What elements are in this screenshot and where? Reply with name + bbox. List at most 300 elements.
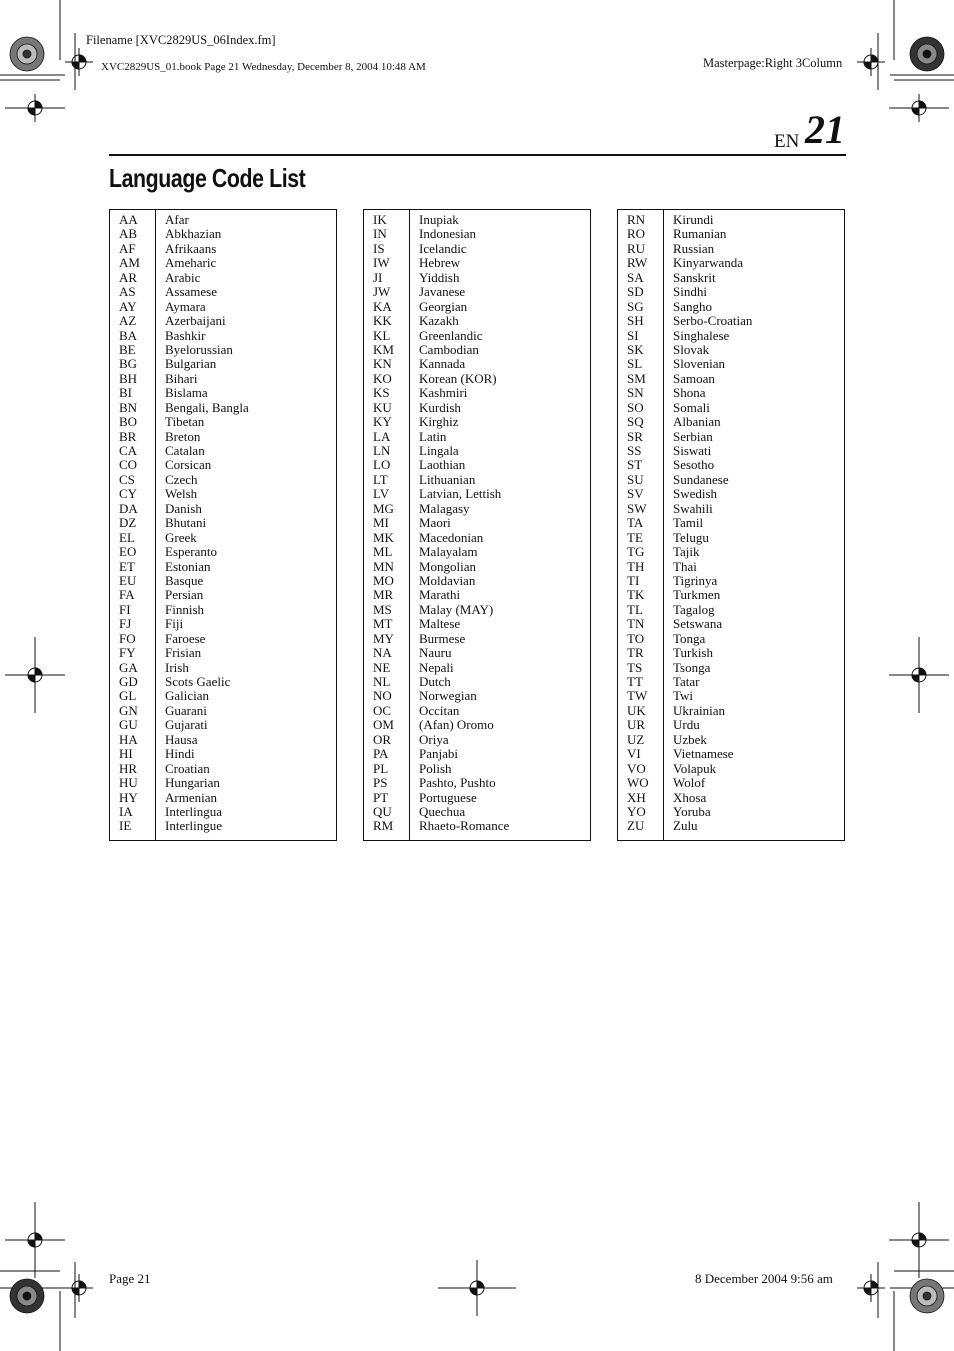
language-name: Georgian <box>419 298 468 314</box>
language-row <box>364 458 590 472</box>
language-code: KY <box>373 414 392 430</box>
language-row <box>364 545 590 559</box>
language-name: Rumanian <box>673 226 727 242</box>
language-name: Nepali <box>419 659 454 675</box>
language-name: Tsonga <box>673 659 711 675</box>
language-code: LA <box>373 428 391 444</box>
language-row <box>364 588 590 602</box>
language-code: RN <box>627 212 646 227</box>
language-row <box>364 646 590 660</box>
language-name: Siswati <box>673 443 712 458</box>
language-row <box>364 531 590 545</box>
language-name: Estonian <box>165 558 211 574</box>
language-code: SH <box>627 313 644 329</box>
language-code: DZ <box>119 515 137 531</box>
language-name: Persian <box>165 587 204 603</box>
language-row <box>618 487 844 501</box>
language-name: Galician <box>165 688 210 704</box>
language-code: SA <box>627 269 644 285</box>
language-name: Interlingua <box>165 803 223 819</box>
language-name: Inupiak <box>419 212 459 227</box>
language-row <box>618 271 844 285</box>
language-row <box>618 227 844 241</box>
language-row <box>618 689 844 703</box>
language-code: SD <box>627 284 644 300</box>
language-name: Greenlandic <box>419 327 483 343</box>
language-row <box>364 805 590 819</box>
language-row <box>110 646 336 660</box>
language-name: Croatian <box>165 760 210 776</box>
language-row <box>618 329 844 343</box>
header-bookline: XVC2829US_01.book Page 21 Wednesday, December 8, 2004 10:48 AM <box>101 61 426 73</box>
language-name: Burmese <box>419 630 466 646</box>
language-name: Catalan <box>165 443 205 458</box>
language-code: OC <box>373 702 392 718</box>
header-rule <box>109 154 846 156</box>
language-row <box>618 603 844 617</box>
language-code: SU <box>627 471 644 487</box>
language-name: Sangho <box>673 298 712 314</box>
language-name: Rhaeto-Romance <box>419 818 510 834</box>
language-code: MN <box>373 558 394 574</box>
language-code: WO <box>627 775 649 791</box>
language-name: Kashmiri <box>419 385 468 401</box>
language-row <box>618 386 844 400</box>
language-row <box>364 329 590 343</box>
language-row <box>364 704 590 718</box>
language-code: HU <box>119 775 138 791</box>
language-name: Corsican <box>165 457 212 473</box>
language-row <box>364 415 590 429</box>
language-row <box>364 516 590 530</box>
language-code: KM <box>373 341 394 357</box>
language-row <box>110 430 336 444</box>
language-code: KK <box>373 313 392 329</box>
language-code: MR <box>373 587 394 603</box>
language-code: TK <box>627 587 645 603</box>
language-row <box>618 545 844 559</box>
language-code: TE <box>627 529 643 545</box>
language-code: NL <box>373 674 391 689</box>
language-name: Lithuanian <box>419 471 476 487</box>
language-code: IK <box>373 212 387 227</box>
language-name: Tigrinya <box>673 572 718 588</box>
language-code: BN <box>119 399 138 415</box>
language-name: Slovenian <box>673 356 725 372</box>
language-row <box>618 458 844 472</box>
language-code: ZU <box>627 818 645 834</box>
language-row <box>110 661 336 675</box>
language-name: Tajik <box>673 544 700 560</box>
language-name: Hindi <box>165 746 195 762</box>
language-row <box>110 357 336 371</box>
language-code: KS <box>373 385 390 401</box>
language-row <box>364 560 590 574</box>
language-row <box>110 256 336 270</box>
language-code: AZ <box>119 313 137 329</box>
language-code: SQ <box>627 414 644 430</box>
language-name: Kannada <box>419 356 466 372</box>
language-row <box>618 632 844 646</box>
language-row <box>110 733 336 747</box>
language-row <box>110 603 336 617</box>
language-row <box>364 242 590 256</box>
language-code: MO <box>373 572 394 588</box>
language-name: Latvian, Lettish <box>419 486 502 502</box>
language-row <box>618 791 844 805</box>
language-name: Afar <box>165 212 189 227</box>
language-code: TR <box>627 645 644 661</box>
language-row <box>618 300 844 314</box>
language-code: PL <box>373 760 389 776</box>
language-name: Danish <box>165 500 202 516</box>
language-row <box>364 747 590 761</box>
language-name: Arabic <box>165 269 201 285</box>
language-row <box>110 617 336 631</box>
language-row <box>110 213 336 227</box>
language-row <box>110 791 336 805</box>
language-name: Icelandic <box>419 240 467 256</box>
language-name: Azerbaijani <box>165 313 226 329</box>
language-row <box>110 704 336 718</box>
language-row <box>110 516 336 530</box>
language-code: VI <box>627 746 641 762</box>
language-code: SO <box>627 399 644 415</box>
language-name: Norwegian <box>419 688 477 704</box>
language-name: Wolof <box>673 775 706 791</box>
language-table-2 <box>363 209 591 841</box>
language-row <box>110 487 336 501</box>
language-row <box>618 762 844 776</box>
language-code: LT <box>373 471 388 487</box>
language-row <box>364 661 590 675</box>
language-code: AR <box>119 269 138 285</box>
language-code: CY <box>119 486 138 502</box>
language-rows <box>110 213 336 834</box>
language-name: Sindhi <box>673 284 707 300</box>
language-name: Latin <box>419 428 447 444</box>
language-row <box>618 733 844 747</box>
language-code: HR <box>119 760 138 776</box>
language-row <box>110 747 336 761</box>
language-row <box>364 357 590 371</box>
language-name: Korean (KOR) <box>419 370 497 386</box>
language-code: ET <box>119 558 135 574</box>
language-code: IW <box>373 255 390 271</box>
language-row <box>618 357 844 371</box>
language-name: Lingala <box>419 443 459 458</box>
language-name: Malayalam <box>419 544 478 560</box>
language-code: IE <box>119 818 132 834</box>
language-name: Guarani <box>165 702 207 718</box>
language-code: IS <box>373 240 385 256</box>
language-row <box>364 401 590 415</box>
language-name: Vietnamese <box>673 746 734 762</box>
language-name: Hungarian <box>165 775 220 791</box>
language-code: GA <box>119 659 138 675</box>
language-code: BH <box>119 370 138 386</box>
language-code: CS <box>119 471 135 487</box>
language-name: Russian <box>673 240 715 256</box>
language-name: Interlingue <box>165 818 223 834</box>
language-code: KN <box>373 356 392 372</box>
language-code: KU <box>373 399 392 415</box>
language-name: Turkmen <box>673 587 721 603</box>
language-row <box>618 718 844 732</box>
language-row <box>364 675 590 689</box>
language-code: SW <box>627 500 647 516</box>
language-code: RM <box>373 818 394 834</box>
language-row <box>364 386 590 400</box>
language-row <box>110 776 336 790</box>
language-code: GD <box>119 674 138 689</box>
language-row <box>618 574 844 588</box>
language-row <box>618 314 844 328</box>
language-row <box>364 430 590 444</box>
language-name: Kirundi <box>673 212 714 227</box>
language-row <box>110 372 336 386</box>
language-row <box>110 444 336 458</box>
language-row <box>618 819 844 833</box>
language-code: KL <box>373 327 391 343</box>
language-row <box>110 415 336 429</box>
language-row <box>110 632 336 646</box>
footer-datetime: 8 December 2004 9:56 am <box>695 1271 833 1286</box>
language-code: IN <box>373 226 387 242</box>
language-name: Tonga <box>673 630 706 646</box>
language-code: MG <box>373 500 394 516</box>
language-row <box>364 372 590 386</box>
language-row <box>364 718 590 732</box>
language-name: Twi <box>673 688 694 704</box>
language-row <box>364 444 590 458</box>
language-row <box>618 617 844 631</box>
language-name: Bashkir <box>165 327 206 343</box>
language-row <box>618 242 844 256</box>
language-code: SR <box>627 428 643 444</box>
language-name: Zulu <box>673 818 698 834</box>
language-code: NO <box>373 688 392 704</box>
language-code: LO <box>373 457 391 473</box>
language-name: Maltese <box>419 616 461 632</box>
language-row <box>110 502 336 516</box>
language-row <box>618 661 844 675</box>
language-name: Singhalese <box>673 327 730 343</box>
language-row <box>364 733 590 747</box>
language-code: RW <box>627 255 648 271</box>
page-title: Language Code List <box>109 163 306 193</box>
language-name: Gujarati <box>165 717 208 733</box>
language-row <box>618 805 844 819</box>
language-name: Malay (MAY) <box>419 601 494 617</box>
language-row <box>364 213 590 227</box>
language-name: Xhosa <box>673 789 707 805</box>
language-code: VO <box>627 760 646 776</box>
language-row <box>618 285 844 299</box>
language-row <box>364 632 590 646</box>
language-code: MK <box>373 529 394 545</box>
language-code: LV <box>373 486 390 502</box>
language-name: Oriya <box>419 731 449 747</box>
language-name: Bhutani <box>165 515 207 531</box>
language-code: PT <box>373 789 389 805</box>
language-code: BI <box>119 385 132 401</box>
language-code: AS <box>119 284 136 300</box>
language-row <box>364 300 590 314</box>
language-code: TT <box>627 674 643 689</box>
language-name: Faroese <box>165 630 206 646</box>
language-name: Bengali, Bangla <box>165 399 249 415</box>
language-name: Kazakh <box>419 313 459 329</box>
language-code: CO <box>119 457 138 473</box>
language-row <box>110 473 336 487</box>
language-row <box>618 747 844 761</box>
language-row <box>364 617 590 631</box>
language-row <box>110 819 336 833</box>
language-row <box>618 560 844 574</box>
language-name: Serbo-Croatian <box>673 313 753 329</box>
language-code: HA <box>119 731 138 747</box>
language-code: HI <box>119 746 133 762</box>
language-code: FI <box>119 601 131 617</box>
language-name: Esperanto <box>165 544 217 560</box>
language-name: Greek <box>165 529 197 545</box>
language-code: TN <box>627 616 645 632</box>
footer-page: Page 21 <box>109 1271 151 1286</box>
language-name: Bulgarian <box>165 356 217 372</box>
language-code: JW <box>373 284 391 300</box>
language-name: (Afan) Oromo <box>419 717 494 733</box>
language-rows <box>364 213 590 834</box>
language-name: Albanian <box>673 414 721 430</box>
language-name: Marathi <box>419 587 461 603</box>
language-name: Ameharic <box>165 255 217 271</box>
language-row <box>364 603 590 617</box>
language-row <box>618 502 844 516</box>
page-language: EN <box>774 131 800 152</box>
language-name: Moldavian <box>419 572 476 588</box>
language-name: Tagalog <box>673 601 715 617</box>
page-number: 21 <box>805 107 845 152</box>
language-name: Welsh <box>165 486 198 502</box>
language-code: BE <box>119 341 136 357</box>
language-row <box>110 560 336 574</box>
language-row <box>110 242 336 256</box>
language-code: FJ <box>119 616 132 632</box>
language-code: EU <box>119 572 137 588</box>
language-code: GL <box>119 688 137 704</box>
language-name: Telugu <box>673 529 709 545</box>
language-row <box>110 329 336 343</box>
language-name: Uzbek <box>673 731 707 747</box>
language-row <box>364 762 590 776</box>
language-name: Abkhazian <box>165 226 222 242</box>
header-masterpage: Masterpage:Right 3Column <box>703 56 843 70</box>
language-row <box>110 762 336 776</box>
language-name: Indonesian <box>419 226 477 242</box>
language-name: Hausa <box>165 731 198 747</box>
language-code: UR <box>627 717 646 733</box>
language-code: PA <box>373 746 389 762</box>
language-code: OR <box>373 731 392 747</box>
language-code: TG <box>627 544 645 560</box>
language-name: Afrikaans <box>165 240 217 256</box>
language-code: FA <box>119 587 135 603</box>
language-code: SK <box>627 341 644 357</box>
language-row <box>618 256 844 270</box>
language-row <box>618 531 844 545</box>
language-row <box>618 473 844 487</box>
language-name: Sesotho <box>673 457 715 473</box>
language-row <box>364 285 590 299</box>
language-row <box>364 574 590 588</box>
language-code: BR <box>119 428 137 444</box>
language-code: MT <box>373 616 393 632</box>
language-name: Urdu <box>673 717 700 733</box>
language-name: Dutch <box>419 674 451 689</box>
language-name: Laothian <box>419 457 466 473</box>
language-row <box>618 704 844 718</box>
language-row <box>618 372 844 386</box>
language-code: TO <box>627 630 645 646</box>
language-name: Portuguese <box>419 789 477 805</box>
language-code: JI <box>373 269 383 285</box>
language-code: AY <box>119 298 137 314</box>
language-code: PS <box>373 775 388 791</box>
language-code: EO <box>119 544 137 560</box>
language-table-1 <box>109 209 337 841</box>
language-name: Kirghiz <box>419 414 459 430</box>
language-code: TH <box>627 558 645 574</box>
language-code: DA <box>119 500 138 516</box>
language-name: Occitan <box>419 702 460 718</box>
language-code: AA <box>119 212 138 227</box>
language-code: NE <box>373 659 391 675</box>
language-name: Irish <box>165 659 189 675</box>
language-code: EL <box>119 529 135 545</box>
language-code: XH <box>627 789 646 805</box>
language-name: Slovak <box>673 341 710 357</box>
language-name: Malagasy <box>419 500 470 516</box>
language-row <box>110 718 336 732</box>
language-row <box>618 343 844 357</box>
language-code: GN <box>119 702 138 718</box>
language-name: Hebrew <box>419 255 461 271</box>
language-code: UK <box>627 702 646 718</box>
language-row <box>110 401 336 415</box>
language-row <box>364 487 590 501</box>
language-row <box>364 343 590 357</box>
language-name: Volapuk <box>673 760 717 776</box>
language-code: SV <box>627 486 644 502</box>
language-rows <box>618 213 844 834</box>
language-code: FO <box>119 630 136 646</box>
language-code: FY <box>119 645 136 661</box>
language-code: SL <box>627 356 643 372</box>
language-name: Yiddish <box>419 269 460 285</box>
language-code: QU <box>373 803 392 819</box>
language-name: Sundanese <box>673 471 729 487</box>
language-row <box>618 646 844 660</box>
language-name: Cambodian <box>419 341 479 357</box>
language-row <box>618 401 844 415</box>
language-name: Panjabi <box>419 746 458 762</box>
language-code: SN <box>627 385 644 401</box>
language-row <box>110 805 336 819</box>
language-name: Serbian <box>673 428 713 444</box>
header-filename: Filename [XVC2829US_06Index.fm] <box>86 33 276 47</box>
language-code: BA <box>119 327 138 343</box>
